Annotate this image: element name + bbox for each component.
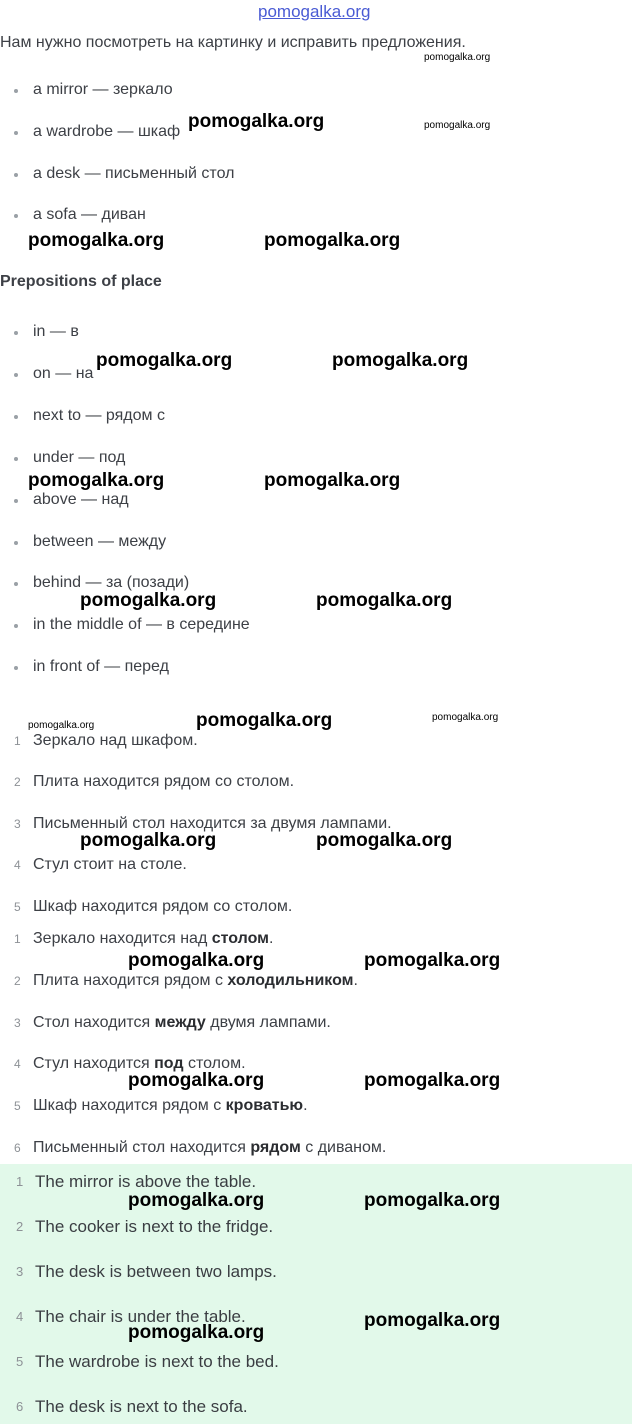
- watermark: pomogalka.org: [364, 950, 501, 971]
- watermark: pomogalka.org: [80, 590, 217, 611]
- watermark: pomogalka.org: [424, 120, 491, 131]
- watermark: pomogalka.org: [264, 230, 401, 251]
- watermark: pomogalka.org: [332, 350, 469, 371]
- watermark: pomogalka.org: [128, 1322, 265, 1343]
- watermark: pomogalka.org: [28, 230, 165, 251]
- watermark: pomogalka.org: [188, 111, 325, 132]
- bullet-icon: [14, 214, 18, 218]
- bullet-icon: [14, 541, 18, 545]
- watermark: pomogalka.org: [264, 470, 401, 491]
- watermark: pomogalka.org: [316, 830, 453, 851]
- bullet-icon: [14, 173, 18, 177]
- site-header-link[interactable]: pomogalka.org: [258, 2, 371, 21]
- watermark: pomogalka.org: [316, 590, 453, 611]
- emphasis-word: между: [154, 1014, 206, 1031]
- emphasis-word: рядом: [250, 1139, 301, 1156]
- bullet-icon: [14, 666, 18, 670]
- watermark: pomogalka.org: [128, 950, 265, 971]
- watermark: pomogalka.org: [128, 1190, 265, 1211]
- watermark: pomogalka.org: [96, 350, 233, 371]
- watermark: pomogalka.org: [80, 830, 217, 851]
- watermark: pomogalka.org: [128, 1070, 265, 1091]
- section-heading: Prepositions of place: [0, 273, 162, 290]
- watermark: pomogalka.org: [28, 720, 95, 731]
- emphasis-word: под: [154, 1055, 184, 1072]
- emphasis-word: холодильником: [227, 972, 354, 989]
- bullet-icon: [14, 89, 18, 93]
- watermark: pomogalka.org: [196, 710, 333, 731]
- bullet-icon: [14, 624, 18, 628]
- bullet-icon: [14, 373, 18, 377]
- bullet-icon: [14, 131, 18, 135]
- bullet-icon: [14, 582, 18, 586]
- bullet-icon: [14, 499, 18, 503]
- watermark: pomogalka.org: [424, 52, 491, 63]
- intro-text: Нам нужно посмотреть на картинку и исправить предложения.: [0, 34, 466, 51]
- watermark: pomogalka.org: [28, 470, 165, 491]
- answer-panel: [0, 1164, 632, 1424]
- emphasis-word: столом: [211, 930, 269, 947]
- bullet-icon: [14, 331, 18, 335]
- watermark: pomogalka.org: [364, 1190, 501, 1211]
- watermark: pomogalka.org: [432, 712, 499, 723]
- watermark: pomogalka.org: [364, 1310, 501, 1331]
- bullet-icon: [14, 415, 18, 419]
- bullet-icon: [14, 457, 18, 461]
- watermark: pomogalka.org: [364, 1070, 501, 1091]
- emphasis-word: кроватью: [225, 1097, 304, 1114]
